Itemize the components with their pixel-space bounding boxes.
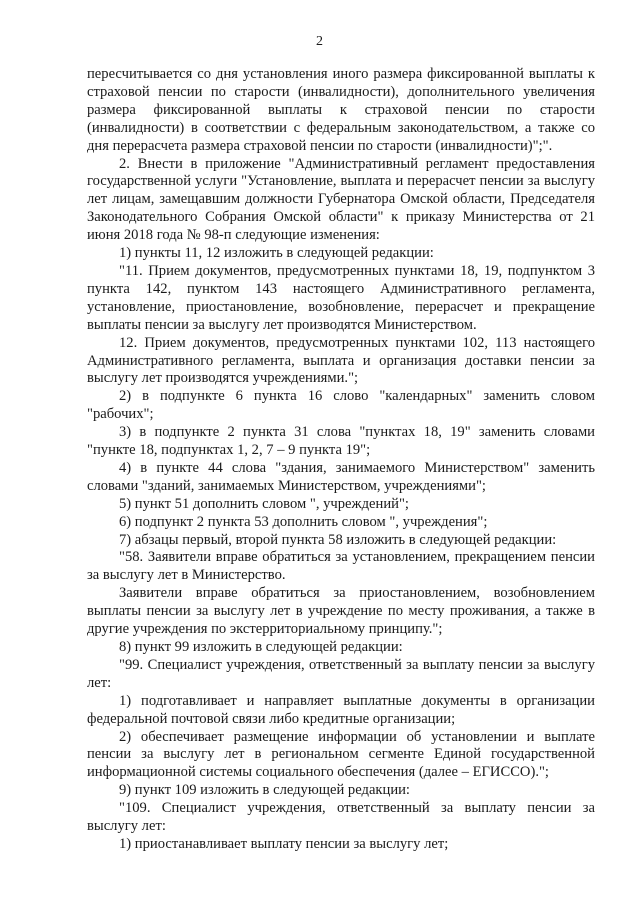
paragraph-clause-109-item-1: 1) приостанавливает выплату пенсии за выслугу лет;: [119, 835, 449, 852]
paragraph-subitem-9: 9) пункт 109 изложить в следующей редакции:: [119, 782, 410, 799]
paragraph-subitem-4: 4) в пункте 44 слова "здания, занимаемого Министерством" заменить словами "зданий, занимаемых Министерством, учреждениями";: [87, 459, 595, 494]
paragraph-subitem-2: 2) в подпункте 6 пункта 16 слово "календарных" заменить словом "рабочих";: [87, 388, 595, 423]
paragraph-subitem-5: 5) пункт 51 дополнить словом ", учреждений";: [119, 495, 409, 512]
paragraph-clause-58: "58. Заявители вправе обратиться за установлением, прекращением пенсии за выслугу лет в Министерство.: [87, 549, 595, 584]
paragraph-continuation: пересчитывается со дня установления иного размера фиксированной выплаты к страховой пенсии по старости (инвалидности), дополнительного увеличения размера фиксированной выплаты к страховой пенсии по старости (инвалидности) в соответствии с федеральным законодательством, а также со дня перерасчета размера страховой пенсии по старости (инвалидности)";".: [87, 66, 595, 154]
document-body: [87, 66, 595, 854]
page-number: 2: [316, 34, 323, 49]
paragraph-clause-12: 12. Прием документов, предусмотренных пунктами 102, 113 настоящего Административного регламента, выплата и организация доставки пенсии за выслугу лет производятся учреждениями.";: [87, 334, 595, 387]
paragraph-clause-99: "99. Специалист учреждения, ответственный за выплату пенсии за выслугу лет:: [87, 656, 595, 691]
paragraph-subitem-3: 3) в подпункте 2 пункта 31 слова "пунктах 18, 19" заменить словами "пункте 18, подпунктах 1, 2, 7 – 9 пункта 19";: [87, 424, 595, 459]
paragraph-clause-109: "109. Специалист учреждения, ответственный за выплату пенсии за выслугу лет:: [87, 800, 595, 835]
paragraph-clause-99-item-1: 1) подготавливает и направляет выплатные документы в организации федеральной почтовой связи либо кредитные организации;: [87, 692, 595, 727]
paragraph-subitem-7: 7) абзацы первый, второй пункта 58 изложить в следующей редакции:: [119, 531, 557, 548]
paragraph-clause-58-second: Заявители вправе обратиться за приостановлением, возобновлением выплаты пенсии за выслугу лет в учреждение по месту проживания, а также в другие учреждения по экстерриториальному принципу.";: [87, 585, 595, 638]
paragraph-clause-11: "11. Прием документов, предусмотренных пунктами 18, 19, подпунктом 3 пункта 142, пунктом 143 настоящего Административного регламента, установление, приостановление, возобновление, перерасчет и прекращение выплаты пенсии за выслугу лет производятся Министерством.: [87, 262, 595, 333]
paragraph-subitem-1: 1) пункты 11, 12 изложить в следующей редакции:: [119, 245, 434, 262]
paragraph-clause-99-item-2: 2) обеспечивает размещение информации об установлении и выплате пенсии за выслугу лет в региональном сегменте Единой государственной информационной системы социального обеспечения (далее – ЕГИССО).";: [87, 728, 595, 781]
paragraph-item-2: 2. Внести в приложение "Административный регламент предоставления государственной услуги "Установление, выплата и перерасчет пенсии за выслугу лет лицам, замещавшим должности Губернатора Омской области, Председателя Законодательного Собрания Омской области" к приказу Министерства от 21 июня 2018 года № 98-п следующие изменения:: [87, 155, 595, 244]
paragraph-subitem-8: 8) пункт 99 изложить в следующей редакции:: [119, 639, 403, 655]
paragraph-subitem-6: 6) подпункт 2 пункта 53 дополнить словом ", учреждения";: [119, 513, 488, 530]
